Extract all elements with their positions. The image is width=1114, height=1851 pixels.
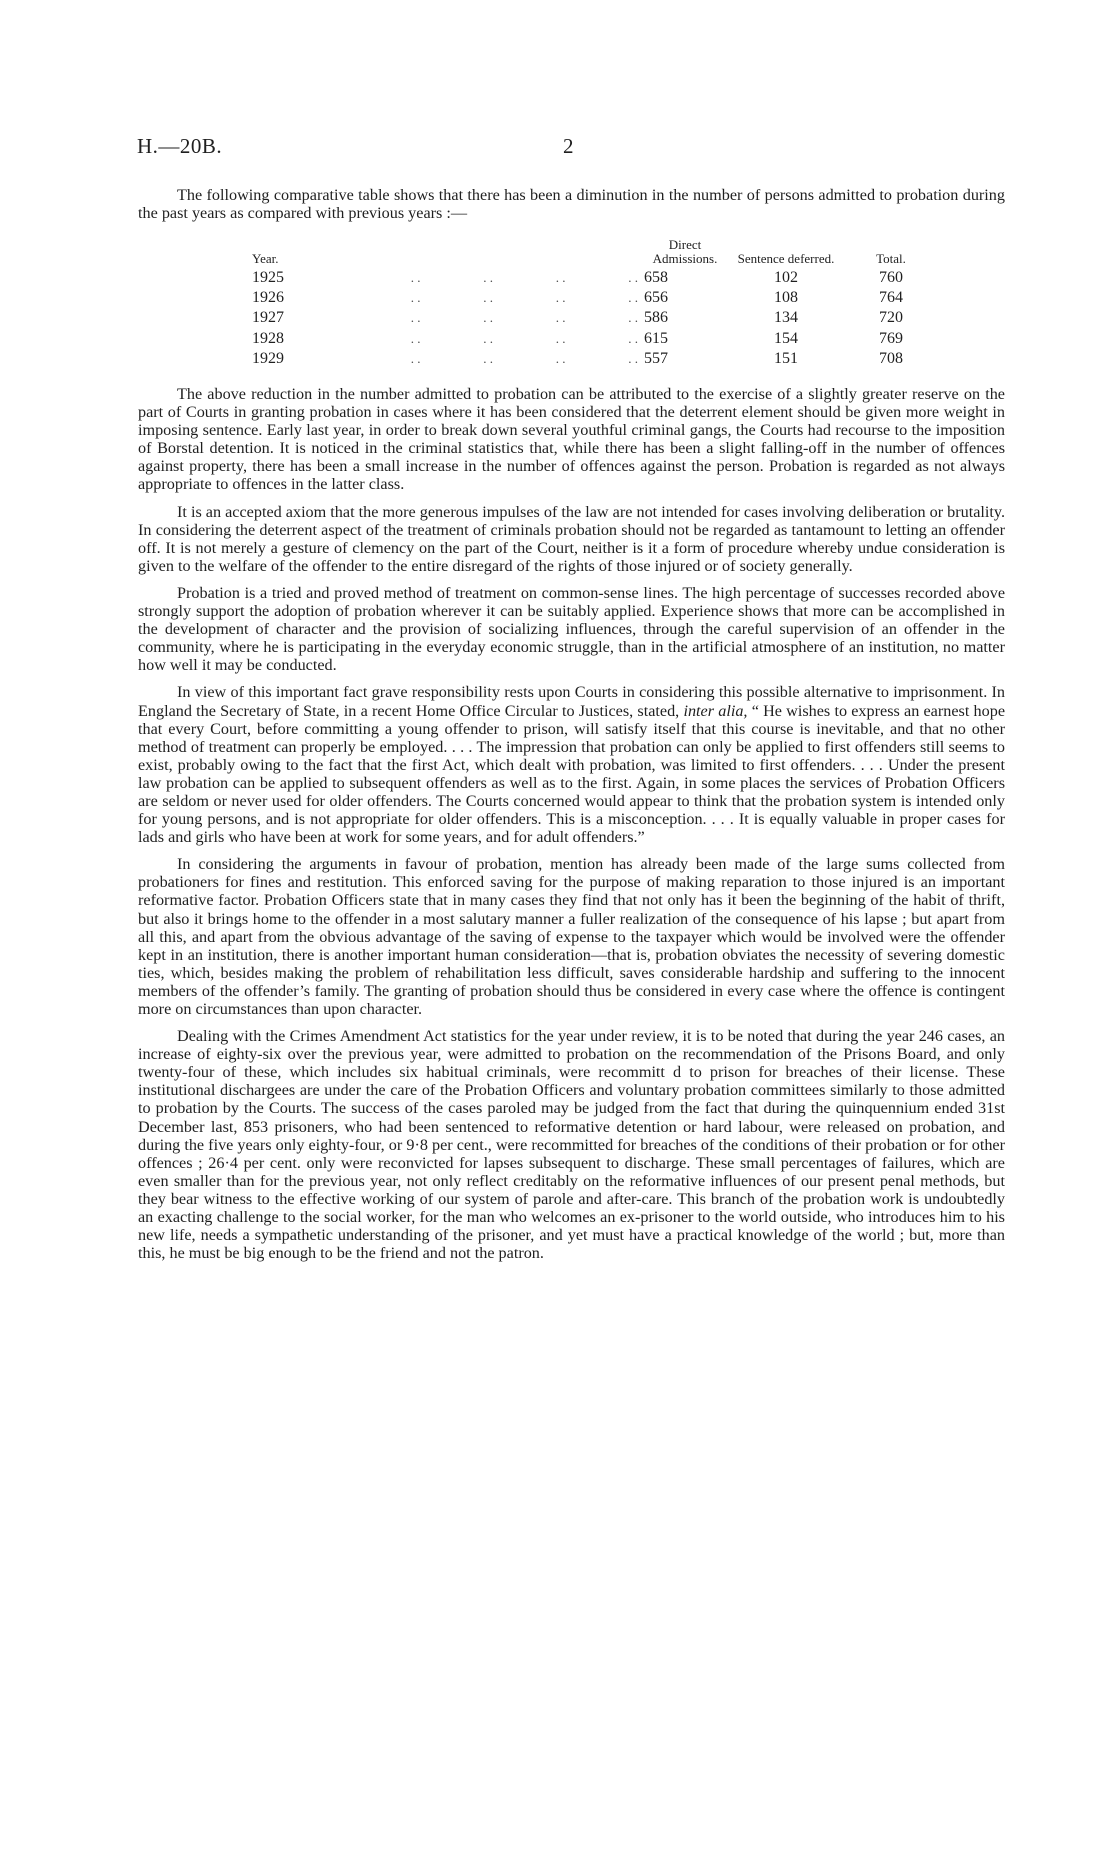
table-row xyxy=(252,308,936,328)
intro-section xyxy=(138,186,1005,231)
paragraph-circular: In view of this important fact grave responsibility rests upon Courts in considering this possible alternative to imprisonment. In England the Secretary of State, in a recent Home Office Circular to Justices, stated, inter alia, “ He wishes to express an earnest hope that every Court, before committing a young offender to prison, will satisfy itself that this course is inevitable, and that no other method of treatment can properly be employed. . . . The impression that probation can only be applied to first offenders still seems to exist, probably owing to the fact that the first Act, which dealt with probation, was limited to first offenders. . . . Under the present law probation can be applied to subsequent offenders as well as to the first. Again, in some places the services of Probation Officers are seldom or never used for older offenders. The Courts concerned would appear to think that the probation system is intended only for young persons, and is not appropriate for older offenders. This is a misconception. . . . It is equally valuable in proper cases for lads and girls who have been at work for some years, and for adult offenders.” xyxy=(138,683,1006,847)
cell-total: 760 xyxy=(879,269,903,286)
cell-year: 1925 xyxy=(252,269,284,286)
document-reference: H.—20B. xyxy=(137,134,223,158)
paragraph-crimes-act: Dealing with the Crimes Amendment Act statistics for the year under review, it is to be noted that during the year 246 cases, an increase of eighty-six over the previous year, were admitted to probation on the recommendation of the Prisons Board, and only twenty-four of these, which includes six habitual criminals, were recommitt d to prison for breaches of their license. These institutional dischargees are under the care of the Probation Officers and voluntary probation committees similarly to those admitted to probation by the Courts. The success of the cases paroled may be judged from the fact that during the quinquennium ended 31st December last, 853 prisoners, who had been sentenced to reformative detention or hard labour, were released on probation, and during the five years only eighty-four, or 9·8 per cent., were recommitted for breaches of the conditions of their probation or for other offences ; 26·4 per cent. only were reconvicted for lapses subsequent to discharge. These small percentages of failures, which are even smaller than for the previous year, not only reflect creditably on the reformative influences of our present penal methods, but they bear witness to the effective working of our system of parole and after-care. This branch of the probation work is undoubtedly an exacting challenge to the social worker, for the man who welcomes an ex-prisoner to the world outside, who introduces him to his new life, needs a sympathetic understanding of the prisoner, and yet must have a practical knowledge of the world ; but, more than this, he must be big enough to be the friend and not the patron. xyxy=(138,1027,1005,1263)
cell-deferred: 102 xyxy=(774,269,798,286)
cell-direct: 656 xyxy=(644,289,668,307)
table-row xyxy=(252,349,936,369)
cell-deferred: 108 xyxy=(774,289,798,307)
cell-deferred: 151 xyxy=(774,349,798,367)
cell-total: 720 xyxy=(879,309,903,327)
cell-year: 1928 xyxy=(252,329,284,347)
cell-direct: 658 xyxy=(644,269,668,286)
probation-table xyxy=(252,238,936,369)
cell-deferred: 154 xyxy=(774,329,798,347)
inter-alia-italic: inter alia, xyxy=(683,701,748,720)
cell-year: 1926 xyxy=(252,289,284,307)
dot-leaders: . . . . . . . . xyxy=(410,270,638,285)
header-direct-admissions: Direct Admissions. xyxy=(652,237,718,266)
table-header-row xyxy=(252,238,936,268)
header-year: Year. xyxy=(252,251,279,266)
dot-leaders: . . . . . . . . xyxy=(410,290,638,306)
cell-total: 769 xyxy=(879,329,903,347)
cell-direct: 615 xyxy=(644,329,668,347)
cell-deferred: 134 xyxy=(774,309,798,327)
dot-leaders: . . . . . . . . xyxy=(410,350,638,366)
paragraph-reduction: The above reduction in the number admitted to probation can be attributed to the exercise of a slightly greater reserve on the part of Courts in granting probation in cases where it has been considered that the deterrent element should be given more weight in imposing sentence. Early last year, in order to break down several youthful criminal gangs, the Courts had recourse to the imposition of Borstal detention. It is noticed in the criminal statistics that, while there has been a slight falling-off in the number of offences against property, there has been a small increase in the number of offences against the person. Probation is regarded as not always appropriate to offences in the latter class. xyxy=(138,385,1005,494)
cell-total: 764 xyxy=(879,289,903,307)
paragraph-arguments: In considering the arguments in favour of probation, mention has already been made of the large sums collected from probationers for fines and restitution. This enforced saving for the purpose of making reparation to those injured is an important reformative factor. Probation Officers state that in many cases they find that not only has it been the beginning of the habit of thrift, but also it brings home to the offender in a most salutary manner a fuller realization of the consequence of his lapse ; but apart from all this, and apart from the obvious advantage of the saving of expense to the taxpayer which would be involved were the offender kept in an institution, there is another important human consideration—that is, probation obviates the necessity of severing domestic ties, which, besides making the problem of rehabilitation less difficult, saves considerable hardship and suffering to the innocent members of the offender’s family. The granting of probation should thus be considered in every case where the offence is contingent more on circumstances than upon character. xyxy=(138,855,1005,1018)
dot-leaders: . . . . . . . . xyxy=(410,330,638,346)
cell-direct: 557 xyxy=(644,349,668,367)
dot-leaders: . . . . . . . . xyxy=(410,310,638,326)
intro-paragraph: The following comparative table shows that there has been a diminution in the number of persons admitted to probation during the past years as compared with previous years :— xyxy=(138,186,1005,223)
table-row xyxy=(252,268,936,288)
cell-total: 708 xyxy=(879,349,903,367)
main-text xyxy=(138,385,1005,1271)
header-total: Total. xyxy=(876,251,906,266)
page-number: 2 xyxy=(563,134,574,158)
table-row xyxy=(252,329,936,349)
header-sentence-deferred: Sentence deferred. xyxy=(737,251,835,266)
table-row xyxy=(252,288,936,308)
cell-year: 1929 xyxy=(252,349,284,367)
cell-year: 1927 xyxy=(252,309,284,327)
cell-direct: 586 xyxy=(644,309,668,327)
paragraph-method: Probation is a tried and proved method of treatment on common-sense lines. The high percentage of successes recorded above strongly support the adoption of probation wherever it can be suitably applied. Experience shows that more can be accomplished in the development of character and the provision of socializing influences, through the careful supervision of an offender in the community, where he is participating in the everyday economic struggle, than in the artificial atmosphere of an institution, no matter how well it may be conducted. xyxy=(138,583,1005,675)
paragraph-axiom: It is an accepted axiom that the more generous impulses of the law are not intended for cases involving deliberation or brutality. In considering the deterrent aspect of the treatment of criminals probation should not be regarded as tantamount to letting an offender off. It is not merely a gesture of clemency on the part of the Court, neither is it a form of procedure whereby undue consideration is given to the welfare of the offender to the entire disregard of the rights of those injured or of society generally. xyxy=(138,502,1005,575)
